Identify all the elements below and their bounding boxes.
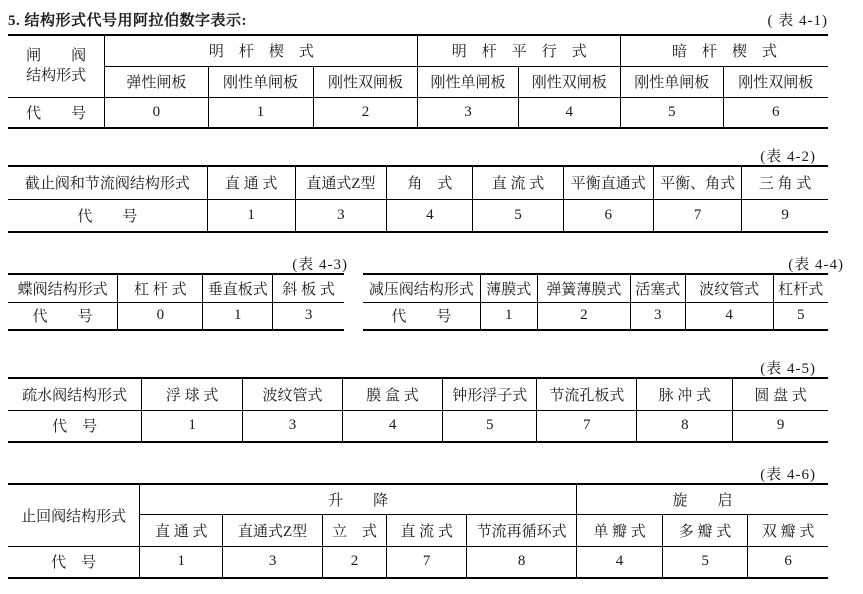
t5-code-cell: 1 <box>142 410 243 442</box>
t3-row-label: 蝶阀结构形式 <box>8 274 118 302</box>
t4-code-cell: 1 <box>480 302 537 330</box>
table-4-5 <box>8 377 828 443</box>
table4-caption: (表 4-4) <box>788 257 844 273</box>
t1-subheader-cell: 刚性单闸板 <box>418 66 518 97</box>
t1-code-cell: 2 <box>313 97 418 128</box>
table-row <box>8 199 828 232</box>
t2-header-cell: 直通式Z型 <box>295 166 387 199</box>
t5-header-cell: 浮 球 式 <box>142 378 243 410</box>
t1-code-cell: 4 <box>518 97 621 128</box>
table-4-2 <box>8 165 828 233</box>
table-row <box>8 302 344 330</box>
t6-subheader-cell: 多 瓣 式 <box>662 514 747 546</box>
t1-code-cell: 0 <box>105 97 208 128</box>
t1-subheader-cell: 刚性单闸板 <box>621 66 724 97</box>
t1-subheader-cell: 刚性双闸板 <box>723 66 828 97</box>
t5-code-cell: 4 <box>343 410 443 442</box>
table-4-4 <box>363 273 828 331</box>
t5-header-cell: 圆 盘 式 <box>733 378 828 410</box>
table6-caption: (表 4-6) <box>760 467 816 483</box>
table-row <box>8 66 828 97</box>
t2-row-label: 截止阀和节流阀结构形式 <box>8 166 207 199</box>
t6-code-cell: 6 <box>748 546 828 578</box>
t6-subheader-cell: 直通式Z型 <box>223 514 323 546</box>
heading-row <box>8 6 828 30</box>
t6-code-cell: 1 <box>140 546 223 578</box>
table3-caption: (表 4-3) <box>292 257 348 273</box>
t4-header-cell: 波纹管式 <box>685 274 773 302</box>
t6-group-cell: 旋 启 <box>576 484 828 514</box>
t6-subheader-cell: 立 式 <box>323 514 387 546</box>
t3-code-cell: 3 <box>273 302 344 330</box>
t2-code-cell: 7 <box>653 199 742 232</box>
table2-caption: (表 4-2) <box>760 149 816 165</box>
t6-group-cell: 升 降 <box>140 484 577 514</box>
t1-group-cell: 明 杆 楔 式 <box>105 35 418 66</box>
t2-code-cell: 6 <box>563 199 653 232</box>
table-row <box>8 546 828 578</box>
t2-code-label: 代 号 <box>8 199 207 232</box>
t5-header-cell: 节流孔板式 <box>537 378 637 410</box>
t5-header-cell: 脉 冲 式 <box>637 378 733 410</box>
t6-code-cell: 5 <box>662 546 747 578</box>
table1-caption: ( 表 4-1) <box>767 13 828 29</box>
table-row <box>8 484 828 514</box>
t3-code-label: 代 号 <box>8 302 118 330</box>
t5-code-cell: 9 <box>733 410 828 442</box>
t6-code-label: 代 号 <box>8 546 140 578</box>
t6-code-cell: 2 <box>323 546 387 578</box>
t3-header-cell: 斜 板 式 <box>273 274 344 302</box>
t4-code-label: 代 号 <box>363 302 480 330</box>
tables-3-4-row <box>8 273 828 331</box>
t1-subheader-cell: 刚性双闸板 <box>313 66 418 97</box>
t5-code-cell: 5 <box>443 410 537 442</box>
t6-code-cell: 4 <box>576 546 662 578</box>
t4-header-cell: 杠杆式 <box>773 274 828 302</box>
t1-subheader-cell: 刚性单闸板 <box>208 66 313 97</box>
t5-header-cell: 膜 盒 式 <box>343 378 443 410</box>
t2-code-cell: 1 <box>207 199 295 232</box>
t2-header-cell: 平衡直通式 <box>563 166 653 199</box>
t3-header-cell: 垂直板式 <box>203 274 273 302</box>
t5-header-cell: 钟形浮子式 <box>443 378 537 410</box>
t2-code-cell: 3 <box>295 199 387 232</box>
t3-header-cell: 杠 杆 式 <box>118 274 203 302</box>
table-row <box>8 97 828 128</box>
t5-code-cell: 7 <box>537 410 637 442</box>
t4-row-label: 减压阀结构形式 <box>363 274 480 302</box>
table-4-6 <box>8 483 828 579</box>
table-row <box>363 302 828 330</box>
t6-row-label: 止回阀结构形式 <box>8 484 140 546</box>
t6-subheader-cell: 单 瓣 式 <box>576 514 662 546</box>
t6-subheader-cell: 节流再循环式 <box>467 514 577 546</box>
table-row <box>363 274 828 302</box>
t2-header-cell: 直 通 式 <box>207 166 295 199</box>
t6-subheader-cell: 直 通 式 <box>140 514 223 546</box>
t5-code-cell: 8 <box>637 410 733 442</box>
table-row <box>8 166 828 199</box>
t2-header-cell: 角 式 <box>387 166 473 199</box>
t1-stub-line1: 闸 阀 <box>26 48 87 65</box>
t1-code-cell: 6 <box>723 97 828 128</box>
t2-header-cell: 直 流 式 <box>473 166 563 199</box>
captions-3-4-row <box>8 253 844 273</box>
t1-subheader-cell: 刚性双闸板 <box>518 66 621 97</box>
t1-group-cell: 暗 杆 楔 式 <box>621 35 829 66</box>
table-row <box>8 274 344 302</box>
t2-header-cell: 平衡、角式 <box>653 166 742 199</box>
t1-stub-cell <box>8 35 105 97</box>
t6-subheader-cell: 直 流 式 <box>386 514 466 546</box>
t3-code-cell: 1 <box>203 302 273 330</box>
t5-header-cell: 波纹管式 <box>243 378 343 410</box>
t5-row-label: 疏水阀结构形式 <box>8 378 142 410</box>
t1-subheader-cell: 弹性闸板 <box>105 66 208 97</box>
t4-code-cell: 3 <box>630 302 685 330</box>
t2-code-cell: 5 <box>473 199 563 232</box>
t5-code-label: 代 号 <box>8 410 142 442</box>
t4-code-cell: 4 <box>685 302 773 330</box>
page-title: 5. 结构形式代号用阿拉伯数字表示: <box>8 13 247 29</box>
t6-code-cell: 7 <box>386 546 466 578</box>
t6-code-cell: 3 <box>223 546 323 578</box>
t1-code-cell: 3 <box>418 97 518 128</box>
t6-code-cell: 8 <box>467 546 577 578</box>
table-4-1 <box>8 34 828 129</box>
t1-code-label: 代 号 <box>8 97 105 128</box>
table-row <box>8 410 828 442</box>
t1-stub-line2: 结构形式 <box>26 68 87 85</box>
t1-code-cell: 5 <box>621 97 724 128</box>
t4-header-cell: 活塞式 <box>630 274 685 302</box>
t5-code-cell: 3 <box>243 410 343 442</box>
t4-code-cell: 2 <box>537 302 630 330</box>
t2-header-cell: 三 角 式 <box>742 166 828 199</box>
t3-code-cell: 0 <box>118 302 203 330</box>
t4-header-cell: 弹簧薄膜式 <box>537 274 630 302</box>
t6-subheader-cell: 双 瓣 式 <box>748 514 828 546</box>
t4-code-cell: 5 <box>773 302 828 330</box>
t1-group-cell: 明 杆 平 行 式 <box>418 35 621 66</box>
table-row <box>8 35 828 66</box>
t1-code-cell: 1 <box>208 97 313 128</box>
table5-caption: (表 4-5) <box>760 361 816 377</box>
t4-header-cell: 薄膜式 <box>480 274 537 302</box>
t2-code-cell: 9 <box>742 199 828 232</box>
t2-code-cell: 4 <box>387 199 473 232</box>
table-row <box>8 378 828 410</box>
table-4-3 <box>8 273 344 331</box>
